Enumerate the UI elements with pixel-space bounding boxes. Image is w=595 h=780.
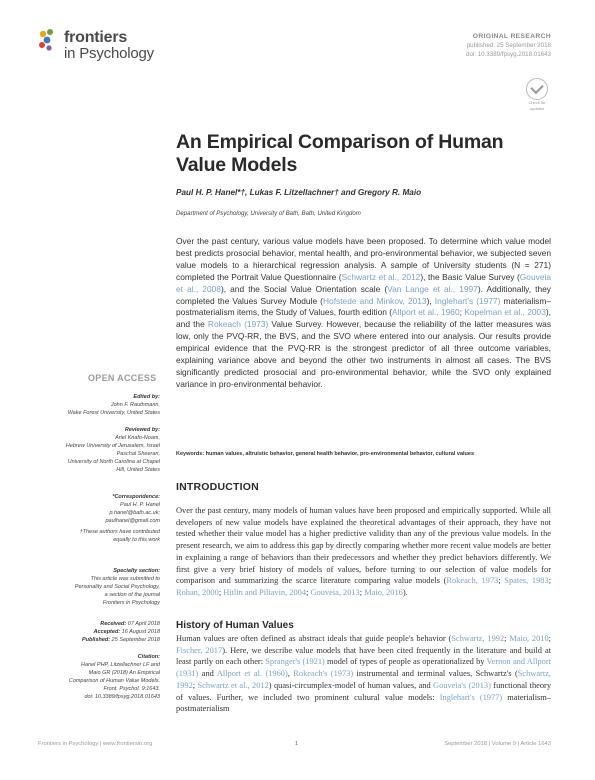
article-title: An Empirical Comparison of Human Value Models [176, 131, 504, 176]
citation-link[interactable]: Hofstede and Minkov, 2013 [322, 295, 427, 306]
affiliation: Department of Psychology, University of Bath, Bath, United Kingdom [176, 210, 361, 217]
sidebar-line: †These authors have contributed [79, 529, 160, 535]
citation-link[interactable]: Vernon and Allport (1931) [176, 657, 551, 679]
sidebar-line: Hill, United States [116, 467, 160, 473]
paragraph-text: ; [218, 587, 224, 597]
citation-link[interactable]: Schwartz et al., 2012 [341, 271, 421, 282]
article-meta [466, 32, 551, 59]
sidebar-line: Paschal Sheeran, [116, 451, 160, 457]
article-type: ORIGINAL RESEARCH [472, 33, 551, 40]
citation-link[interactable]: Allport et al., 1960 [392, 307, 460, 318]
paragraph-text: materialism–postmaterialism items, the Study of Values, fourth edition ( [176, 295, 551, 318]
citation-link[interactable]: Maio, 2010 [509, 634, 549, 643]
sidebar-correspondence [80, 493, 160, 544]
open-access-label: OPEN ACCESS [88, 373, 157, 383]
sidebar-line: Frontiers in Psychology [102, 600, 160, 606]
citation-link[interactable]: Rokeach's (1973) [293, 669, 354, 679]
sidebar-line: Wake Forest University, United States [67, 410, 160, 416]
citation-link[interactable]: Gouveia's (2013) [433, 680, 491, 690]
published-label: Published: [82, 637, 111, 643]
sidebar-specialty-section [75, 567, 160, 607]
sidebar-line: a section of the journal [104, 592, 160, 598]
sidebar-edited-by [68, 393, 160, 417]
citation-doi[interactable]: doi: 10.3389/fpsyg.2018.01643 [84, 694, 160, 700]
author-list: Paul H. P. Hanel*†, Lukas F. Litzellachner† and Gregory R. Maio [176, 188, 422, 197]
paragraph-text: ; [498, 576, 505, 586]
received-date: 07 April 2018 [127, 621, 160, 627]
paragraph-text: ; [192, 680, 198, 690]
sidebar-line: This article was submitted to [90, 576, 160, 582]
sidebar-line: Ariel Knafo-Noam, [115, 435, 160, 441]
journal-logo-line2: in Psychology [64, 45, 154, 62]
citation-link[interactable]: Rohan, 2000 [176, 587, 219, 597]
citation-link[interactable]: Hitlin and Piliavin, 2004 [223, 587, 307, 597]
paragraph-text: model of types of people as operationalized by [324, 657, 487, 667]
crossmark-label-2: updates [529, 105, 545, 111]
paragraph-text: ; [504, 634, 510, 643]
citation-link[interactable]: Maio, 2016 [364, 587, 403, 597]
footer-journal-link[interactable]: Frontiers in Psychology | www.frontiersin.org [38, 741, 153, 747]
journal-logo-line1: frontiers [64, 29, 128, 46]
citation-link[interactable]: Inglehart's (1977) [439, 692, 503, 702]
page-number: 1 [295, 741, 299, 747]
citation-link[interactable]: Spranger's (1921) [265, 657, 325, 667]
sidebar-heading: Reviewed by: [124, 427, 160, 433]
sidebar-line: Front. Psychol. 9:1643. [103, 686, 160, 692]
accepted-label: Accepted: [93, 629, 121, 635]
paragraph-text: ), and the Social Value Orientation scale ( [220, 283, 388, 294]
crossmark-icon [526, 78, 548, 100]
footer-issue-info: September 2018 | Volume 9 | Article 1643 [444, 741, 551, 747]
paragraph-text: ), [426, 295, 435, 306]
doi-link[interactable]: doi: 10.3389/fpsyg.2018.01643 [466, 51, 551, 58]
sidebar-reviewed-by [66, 426, 160, 474]
paragraph-text: ) quasi-circumplex-model of human values, and [268, 680, 434, 690]
citation-link[interactable]: Spates, 1983 [504, 576, 549, 586]
sidebar-line: Paul H. P. Hanel [120, 502, 160, 508]
sidebar-heading: Edited by: [133, 394, 160, 400]
published-date-sidebar: 25 September 2018 [111, 637, 160, 643]
sidebar-line: Maio GR (2018) An Empirical [88, 670, 160, 676]
sidebar-heading: *Correspondence: [112, 494, 160, 500]
published-date: published: 25 September 2018 [466, 42, 551, 49]
abstract [176, 236, 551, 391]
paragraph-text: ). Additionally, they completed the Values Survey Module ( [176, 283, 551, 306]
paragraph-text: ). [402, 587, 408, 597]
sidebar-line: Comparison of Human Value Models. [68, 678, 160, 684]
paragraph-text: functional theory of values. Further, we included two prominent cultural value models: [176, 680, 552, 702]
citation-link[interactable]: Schwartz, 1992 [176, 669, 551, 690]
paragraph-text: ; [459, 307, 465, 318]
received-label: Received: [100, 621, 127, 627]
keywords [176, 451, 556, 457]
paragraph-text: Over the past century, various value models have been proposed. To determine which value model best predicts prosocial behavior, mental health, and pro-environmental behavior, we subjected seven value models to a hierarchical regression analysis. A sample of University students (N = 271) completed the Portrait Value Questionnaire ( [176, 236, 551, 282]
paragraph-text: ). Here, we describe value models that have been cited frequently in the literature and build at least partly on each other: [176, 645, 551, 667]
correspondence-email[interactable]: p.hanel@bath.ac.uk; [109, 510, 160, 516]
paragraph-text: ), and the [176, 307, 551, 330]
citation-link[interactable]: Gouveia, 2013 [310, 587, 360, 597]
sidebar-heading: Specialty section: [113, 568, 160, 574]
keywords-list: human values, altruistic behavior, general health behavior, pro-environmental behavior, cultural values [205, 451, 475, 457]
correspondence-email[interactable]: paulhanel@gmail.com [105, 518, 160, 524]
paragraph-text: ; [548, 634, 551, 643]
paragraph-text: ; [359, 587, 365, 597]
citation-link[interactable]: Rokeach (1973) [207, 319, 269, 330]
frontiers-logo-icon [38, 28, 60, 54]
sidebar-line: Hebrew University of Jerusalem, Israel [65, 443, 160, 449]
crossmark-label-1: Check for [528, 100, 546, 105]
paragraph-text: ), the Basic Value Survey ( [420, 271, 520, 282]
sidebar-line: John F. Rauthmann, [110, 402, 160, 408]
citation-link[interactable]: Schwartz, 1992 [451, 634, 505, 643]
sidebar-heading: Citation: [137, 654, 160, 660]
citation-link[interactable]: Rokeach, 1973 [446, 576, 499, 586]
check-for-updates-badge[interactable] [525, 78, 549, 111]
paragraph-text: , [287, 669, 294, 679]
paragraph-text: ; [548, 576, 552, 586]
citation-link[interactable]: Gouveia et al., 2008 [176, 271, 551, 294]
section-heading-introduction: INTRODUCTION [176, 481, 259, 493]
sidebar-line: Personality and Social Psychology, [74, 584, 160, 590]
history-paragraph [176, 633, 551, 715]
citation-link[interactable]: Fischer, 2017 [176, 645, 223, 655]
citation-link[interactable]: Inglehart's (1977) [434, 295, 501, 306]
keywords-label: Keywords: [176, 451, 205, 457]
paragraph-text: Human values are often defined as abstract ideals that guide people's behavior ( [176, 634, 452, 643]
citation-link[interactable]: Allport et al. (1960) [216, 669, 288, 679]
citation-link[interactable]: Schwartz et al., 2012 [197, 680, 269, 690]
paragraph-text: Over the past century, many models of human values have been proposed and empirically supported. While all developers of new value models have explained the theoretical advantages of their approach, they have not tested whether their value model has a higher predictive validity than any of the previous value models. In the present research, we aim to address this gap by directly comparing whether more recent value models are better in explaining a range of behaviors than their predecessors and whether they predict behaviors differently. We first give a very brief history of models of values, before turning to our selection of value models for comparison and summarizing the scarce literature comparing value models ( [176, 506, 551, 586]
sidebar-citation [69, 653, 160, 701]
accepted-date: 16 August 2018 [121, 629, 160, 635]
paragraph-text: Value Survey. However, because the reliability of the latter measures was low, only the PVQ-RR, the BVS, and the SVO where entered into our analysis. Our results provide empirical evidence that the PVQ-RR is the strongest predictor of all three outcome variables, explaining variance above and beyond the other two instruments in almost all cases. The BVS significantly predicted prosocial and pro-environmental behavior, while the SVO only explained variance in pro-environmental behavior. [176, 319, 552, 389]
subsection-heading-history: History of Human Values [176, 620, 294, 631]
sidebar-line: University of North Carolina at Chapel [67, 459, 160, 465]
paragraph-text: materialism–postmaterialism [176, 692, 551, 714]
citation-link[interactable]: Van Lange et al., 1997 [387, 283, 478, 294]
paragraph-text: ; [306, 587, 311, 597]
sidebar-line: Hanel PHP, Litzellachner LF and [81, 662, 160, 668]
citation-link[interactable]: Kopelman et al., 2003 [464, 307, 546, 318]
paragraph-text: and [198, 669, 217, 679]
sidebar-line: equally to this work [113, 537, 160, 543]
paragraph-text: instrumental and terminal values, Schwartz's ( [353, 669, 518, 679]
sidebar-dates [82, 620, 160, 644]
introduction-paragraph [176, 505, 551, 599]
